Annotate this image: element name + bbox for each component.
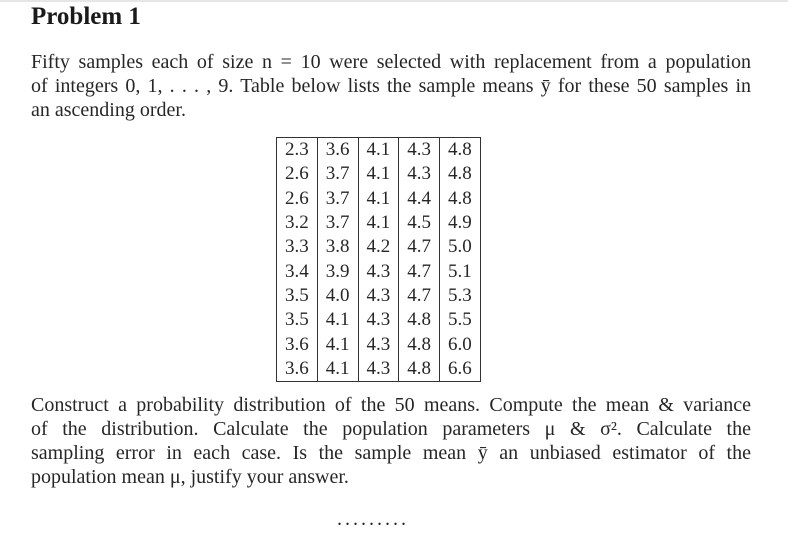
table-cell: 4.8: [440, 187, 481, 211]
table-cell: 4.1: [358, 187, 399, 211]
table-cell: 4.7: [399, 259, 440, 283]
sample-means-table-body: [277, 138, 481, 382]
table-cell: 4.4: [399, 187, 440, 211]
table-cell: 4.3: [399, 162, 440, 186]
table-cell: 3.6: [277, 357, 318, 382]
table-cell: 4.1: [358, 211, 399, 235]
table-cell: 4.8: [399, 308, 440, 332]
table-row: [277, 187, 481, 211]
table-row: [277, 235, 481, 259]
table-cell: 4.3: [358, 308, 399, 332]
continuation-dots: .........: [337, 508, 409, 530]
table-cell: 4.3: [399, 138, 440, 163]
table-cell: 3.6: [277, 332, 318, 356]
table-cell: 6.0: [440, 332, 481, 356]
question-line: population mean μ, justify your answer.: [31, 466, 349, 488]
table-cell: 4.1: [317, 308, 358, 332]
table-cell: 2.6: [277, 187, 318, 211]
table-cell: 4.9: [440, 211, 481, 235]
table-cell: 4.7: [399, 235, 440, 259]
table-cell: 5.3: [440, 284, 481, 308]
intro-line: Fifty samples each of size n = 10 were selected with replacement from a population: [31, 51, 751, 73]
table-cell: 2.6: [277, 162, 318, 186]
table-cell: 3.3: [277, 235, 318, 259]
intro-line: an ascending order.: [31, 99, 186, 121]
table-row: [277, 308, 481, 332]
table-cell: 3.7: [317, 187, 358, 211]
table-cell: 4.8: [440, 162, 481, 186]
table-cell: 3.6: [317, 138, 358, 163]
table-cell: 3.9: [317, 259, 358, 283]
table-row: [277, 211, 481, 235]
table-row: [277, 357, 481, 382]
question-paragraph: [31, 393, 751, 489]
table-cell: 4.1: [317, 357, 358, 382]
table-cell: 4.8: [399, 357, 440, 382]
table-cell: 4.8: [440, 138, 481, 163]
table-cell: 3.4: [277, 259, 318, 283]
table-cell: 4.0: [317, 284, 358, 308]
table-cell: 4.1: [358, 138, 399, 163]
table-cell: 4.8: [399, 332, 440, 356]
table-cell: 3.7: [317, 211, 358, 235]
table-cell: 3.7: [317, 162, 358, 186]
problem-title: Problem 1: [31, 3, 141, 30]
table-cell: 4.1: [317, 332, 358, 356]
question-line: of the distribution. Calculate the population parameters μ & σ². Calculate the: [31, 418, 751, 440]
table-cell: 4.5: [399, 211, 440, 235]
table-row: [277, 138, 481, 163]
table-cell: 3.2: [277, 211, 318, 235]
question-line: Construct a probability distribution of the 50 means. Compute the mean & variance: [31, 394, 751, 416]
table-cell: 5.1: [440, 259, 481, 283]
intro-line: of integers 0, 1, . . . , 9. Table below lists the sample means ȳ for these 50 samples in: [31, 75, 751, 97]
table-row: [277, 284, 481, 308]
table-cell: 4.3: [358, 332, 399, 356]
table-cell: 3.5: [277, 308, 318, 332]
table-row: [277, 162, 481, 186]
table-cell: 2.3: [277, 138, 318, 163]
table-cell: 6.6: [440, 357, 481, 382]
table-cell: 3.8: [317, 235, 358, 259]
table-cell: 3.5: [277, 284, 318, 308]
table-row: [277, 259, 481, 283]
table-cell: 4.3: [358, 357, 399, 382]
sample-means-table: [276, 137, 481, 382]
table-cell: 4.7: [399, 284, 440, 308]
question-line: sampling error in each case. Is the sample mean ȳ an unbiased estimator of the: [31, 442, 751, 464]
table-cell: 4.2: [358, 235, 399, 259]
table-row: [277, 332, 481, 356]
table-cell: 5.5: [440, 308, 481, 332]
intro-paragraph: [31, 50, 751, 122]
table-cell: 4.3: [358, 259, 399, 283]
table-cell: 5.0: [440, 235, 481, 259]
table-cell: 4.3: [358, 284, 399, 308]
table-cell: 4.1: [358, 162, 399, 186]
